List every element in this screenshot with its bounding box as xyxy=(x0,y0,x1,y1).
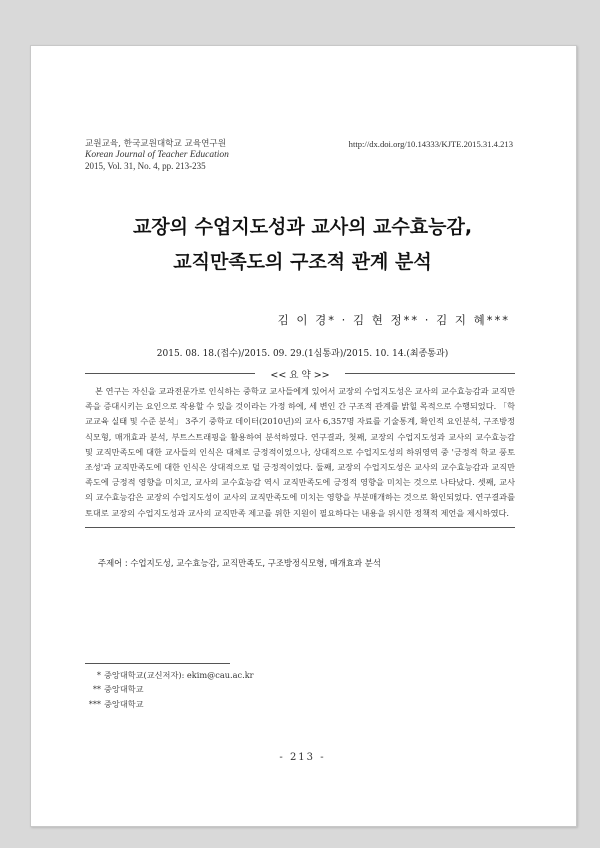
abstract-section xyxy=(85,367,515,528)
footnote-divider xyxy=(85,663,230,664)
footnote-item xyxy=(85,668,254,682)
publisher-line: 교원교육, 한국교원대학교 교육연구원 xyxy=(85,139,227,149)
footnote-text: 중앙대학교 xyxy=(104,684,144,695)
heading-rule-left xyxy=(85,373,255,374)
footnote-mark: *** xyxy=(88,698,101,709)
footnote-text: 중앙대학교(교신저자): ekim@cau.ac.kr xyxy=(104,670,254,680)
footnote-mark: * xyxy=(96,670,101,680)
abstract-heading-label: << 요 약 >> xyxy=(264,370,335,381)
heading-rule-right xyxy=(345,373,515,374)
title-line-2: 교직만족도의 구조적 관계 분석 xyxy=(173,251,432,273)
page-number: - 213 - xyxy=(279,752,326,763)
abstract-heading xyxy=(85,367,515,379)
footnote-text: 중앙대학교 xyxy=(104,698,144,709)
footnotes xyxy=(85,668,254,711)
abstract-body: 본 연구는 자신을 교과전문가로 인식하는 중학교 교사들에게 있어서 교장의 수업지도성은 교사의 교수효능감과 교직만족을 증대시키는 요인으로 작용할 수 있을 것이라는 가정 하에, 세 변인 간 구조적 관계를 밝힐 목적으로 수행되었다. 「학교교육 실태 및 수준 분석」 3주기 중학교 데이터(2010년)의 교사 6,357명 자료를 기술통계, 확인적 요인분석, 구조방정식모형, 매개효과 분석, 부트스트래핑을 활용하여 분석하였다. 연구결과, 첫째, 교장의 수업지도성과 교사의 교수효능감 및 교직만족도에 대한 교사들의 인식은 대체로 긍정적이었으나, 상대적으로 수업지도성의 하위영역 중 '긍정적 학교 풍토 조성'과 교직만족도에 대한 인식은 상대적으로 덜 긍정적이었다. 둘째, 교장의 수업지도성은 교사의 교수효능감과 교직만족도에 긍정적 영향을 미치고, 교사의 교수효능감 역시 교직만족도에 긍정적 영향을 미치는 것으로 나타났다. 셋째, 교사의 교수효능감은 교장의 수업지도성이 교사의 교직만족도에 미치는 영향을 부분매개하는 것으로 확인되었다. 연구결과를 토대로 교장의 수업지도성과 교사의 교직만족 제고를 위한 지원이 필요하다는 내용을 위시한 정책적 제언을 제시하였다. xyxy=(85,386,515,518)
volume-line: 2015, Vol. 31, No. 4, pp. 213-235 xyxy=(85,161,206,171)
footnote-item xyxy=(85,697,254,711)
journal-header xyxy=(85,139,229,172)
doi-link[interactable]: http://dx.doi.org/10.14333/KJTE.2015.31.4.213 xyxy=(348,139,513,149)
author-list: 김 이 경* · 김 현 정** · 김 지 혜*** xyxy=(277,313,510,327)
journal-name: Korean Journal of Teacher Education xyxy=(85,150,229,160)
submission-dates: 2015. 08. 18.(접수)/2015. 09. 29.(1심통과)/2015. 10. 14.(최종통과) xyxy=(156,349,449,359)
abstract-bottom-rule xyxy=(85,527,515,528)
footnote-item xyxy=(85,682,254,696)
keywords-line: 주제어 : 수업지도성, 교수효능감, 교직만족도, 구조방정식모형, 매개효과 분석 xyxy=(98,558,381,568)
title-line-1: 교장의 수업지도성과 교사의 교수효능감, xyxy=(132,216,473,238)
footnote-mark: ** xyxy=(92,684,101,695)
paper-title xyxy=(30,210,575,280)
